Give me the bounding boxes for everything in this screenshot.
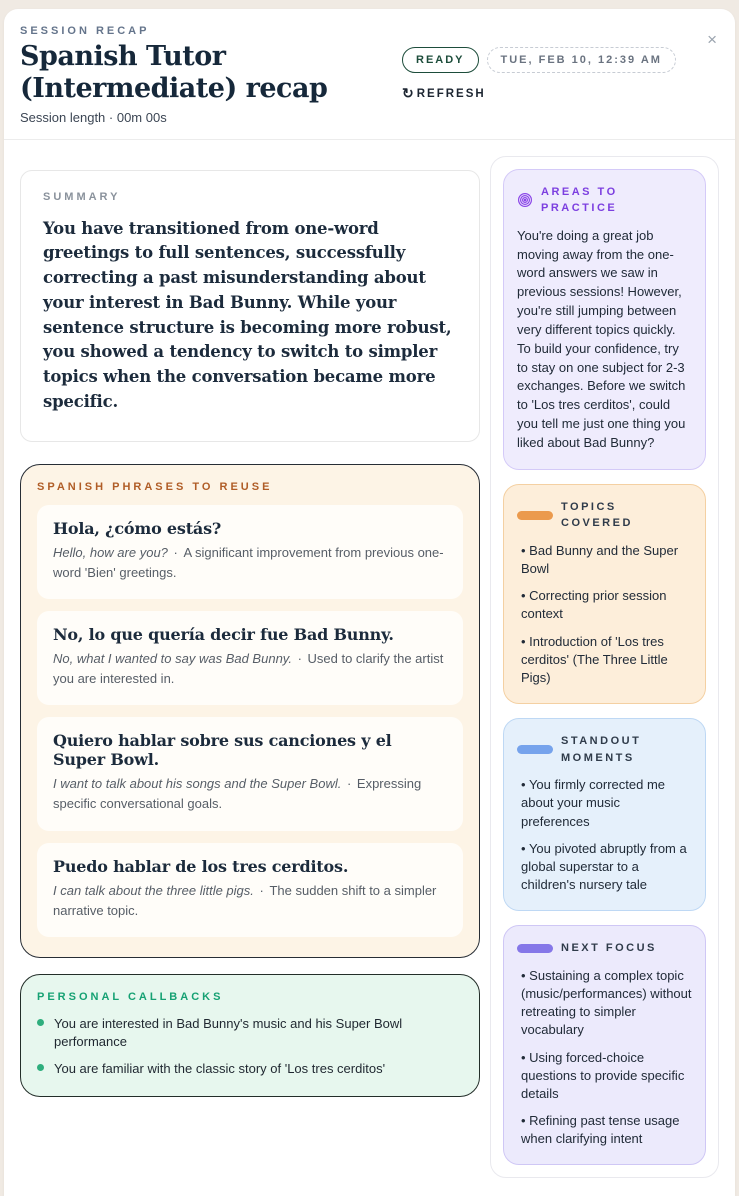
main-column	[20, 170, 480, 1179]
personal-callbacks-label: PERSONAL CALLBACKS	[37, 990, 224, 1003]
phrase-separator: ·	[343, 776, 355, 792]
bullet-dot-icon	[37, 1064, 44, 1071]
phrase-english: I can talk about the three little pigs.	[53, 882, 254, 898]
list-item	[37, 1060, 461, 1078]
session-recap-eyebrow: SESSION RECAP	[20, 25, 150, 37]
bullet-dot-icon	[37, 1019, 44, 1026]
list-item: • Sustaining a complex topic (music/performances) without retreating to simpler vocabulary	[517, 967, 692, 1040]
spiral-icon	[517, 192, 533, 208]
orange-bar-icon	[517, 511, 553, 520]
list-item: • Refining past tense usage when clarifying intent	[517, 1112, 692, 1148]
phrase-spanish: Quiero hablar sobre sus canciones y el Super Bowl.	[53, 731, 392, 770]
list-item: • Bad Bunny and the Super Bowl	[517, 542, 692, 578]
callback-list	[37, 1015, 461, 1079]
areas-to-practice-title: AREAS TO PRACTICE	[541, 185, 618, 215]
phrase-item	[37, 843, 463, 937]
page-title: Spanish Tutor (Intermediate) recap	[20, 41, 328, 104]
recap-header	[4, 9, 735, 139]
phrase-separator: ·	[169, 544, 182, 560]
personal-callbacks-card	[20, 974, 480, 1098]
phrase-note-text: Used to clarify the artist you are interested in.	[53, 651, 444, 687]
list-item: • Using forced-choice questions to provide specific details	[517, 1049, 692, 1104]
summary-card	[20, 170, 480, 442]
summary-text: You have transitioned from one-word greetings to full sentences, successfully correcting a past misunderstanding about your interest in Bad Bunny. While your sentence structure is becoming more robust, you showed a tendency to switch to simpler topics when the conversation became more specific.	[43, 218, 452, 411]
phrase-separator: ·	[255, 882, 268, 898]
callback-text: You are interested in Bad Bunny's music and his Super Bowl performance	[54, 1015, 403, 1050]
refresh-label: REFRESH	[416, 87, 486, 100]
spanish-phrases-label: SPANISH PHRASES TO REUSE	[37, 480, 273, 493]
list-item: • You pivoted abruptly from a global superstar to a children's nursery tale	[517, 840, 692, 895]
areas-to-practice-text: You're doing a great job moving away from the one-word answers we saw in previous sessions! However, you're still jumping between very different topics quickly. To build your confidence, try to stay on one subject for 2-3 exchanges. Before we switch to 'Los tres cerditos', could you tell me just one thing you liked about Bad Bunny?	[517, 227, 686, 450]
topics-covered-title: TOPICS COVERED	[561, 500, 633, 530]
phrase-item	[37, 505, 463, 599]
session-length: Session length · 00m 00s	[20, 109, 167, 125]
header-badges	[402, 25, 676, 103]
header-titles	[20, 25, 388, 125]
phrase-spanish: Hola, ¿cómo estás?	[53, 518, 222, 538]
phrase-item	[37, 611, 463, 705]
phrase-note-text: Expressing specific conversational goals.	[53, 776, 422, 812]
phrase-item	[37, 717, 463, 830]
refresh-icon: ↻	[402, 85, 414, 101]
standout-list	[517, 776, 692, 894]
phrase-english: Hello, how are you?	[53, 544, 168, 560]
blue-bar-icon	[517, 745, 553, 754]
standout-moments-card	[503, 718, 706, 911]
next-focus-card	[503, 925, 706, 1165]
list-item: • You firmly corrected me about your music preferences	[517, 776, 692, 831]
purple-bar-icon	[517, 944, 553, 953]
topics-list	[517, 542, 692, 687]
refresh-button[interactable]	[402, 85, 486, 102]
phrase-spanish: Puedo hablar de los tres cerditos.	[53, 856, 349, 876]
summary-label: SUMMARY	[43, 190, 121, 203]
date-badge: TUE, FEB 10, 12:39 AM	[487, 47, 676, 73]
close-icon[interactable]: ×	[707, 30, 717, 49]
phrase-note-text: The sudden shift to a simpler narrative topic.	[53, 882, 437, 918]
standout-moments-title: STANDOUT MOMENTS	[561, 735, 642, 764]
phrase-translation-note	[53, 774, 447, 814]
list-item: • Introduction of 'Los tres cerditos' (The Three Little Pigs)	[517, 633, 692, 688]
list-item: • Correcting prior session context	[517, 587, 692, 623]
list-item	[37, 1015, 461, 1051]
phrase-english: I want to talk about his songs and the Super Bowl.	[53, 776, 342, 792]
phrase-list	[37, 505, 463, 937]
areas-to-practice-card	[503, 169, 706, 470]
topics-covered-card	[503, 484, 706, 704]
phrase-translation-note	[53, 881, 447, 921]
phrase-english: No, what I wanted to say was Bad Bunny.	[53, 651, 292, 666]
insights-sidebar	[490, 156, 719, 1179]
next-focus-list	[517, 967, 692, 1149]
recap-content	[4, 140, 735, 1196]
phrase-note-text: A significant improvement from previous one-word 'Bien' greetings.	[53, 544, 444, 580]
spanish-phrases-card	[20, 464, 480, 958]
status-badge: READY	[402, 47, 479, 73]
phrase-translation-note	[53, 649, 447, 689]
phrase-separator: ·	[293, 651, 306, 666]
phrase-spanish: No, lo que quería decir fue Bad Bunny.	[53, 625, 394, 644]
recap-window	[4, 9, 735, 1196]
callback-text: You are familiar with the classic story of 'Los tres cerditos'	[54, 1061, 386, 1077]
phrase-translation-note	[53, 543, 447, 583]
next-focus-title: NEXT FOCUS	[561, 942, 657, 955]
